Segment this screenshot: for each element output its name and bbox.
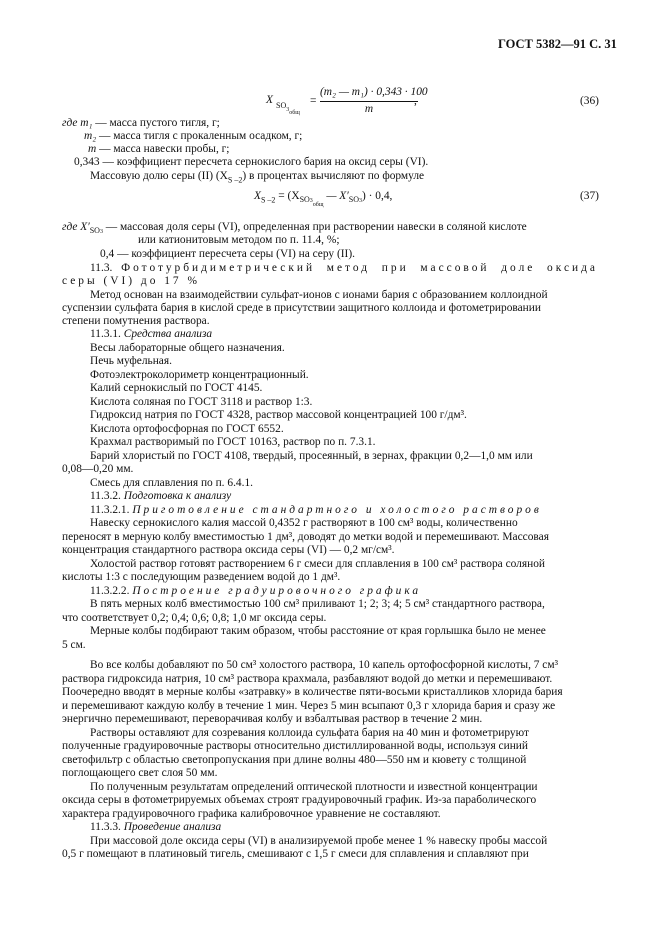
s11322-p4-l3: светофильтр с областью светопропускания при длине волны 480—550 нм и кювету с толщиной <box>62 754 527 766</box>
section-11-3-2-1-heading: 11.3.2.1. Приготовление стандартного и холостого растворов <box>90 504 542 516</box>
eq36-fraction <box>320 86 428 116</box>
s1133-p1-l1: При массовой доле оксида серы (VI) в анализируемой пробе менее 1 % навеску пробы массой <box>90 835 548 847</box>
equipment-item-7: Кислота ортофосфорная по ГОСТ 6552. <box>90 423 284 435</box>
s11321-p1-l2: переносят в мерную колбу вместимостью 1 дм³, доводят до метки водой и перемешивают. Массовая <box>62 531 549 543</box>
s11321-p1-l1: Навеску сернокислого калия массой 0,4352 г растворяют в 100 см³ воды, количественно <box>90 517 518 529</box>
where1-row-4: 0,343 — коэффициент пересчета сернокислого бария на оксид серы (VI). <box>74 156 429 168</box>
eq36-numerator: (m₂ — m₁) · 0,343 · 100 <box>320 86 428 98</box>
equipment-item-6: Гидроксид натрия по ГОСТ 4328, раствор массовой концентрацией 100 г/дм³. <box>90 409 467 421</box>
where2-row-3: 0,4 — коэффициент пересчета серы (VI) на серу (II). <box>100 248 355 260</box>
s11322-p5-l1: По полученным результатам определений оптической плотности и известной концентрации <box>90 781 538 793</box>
page-header: ГОСТ 5382—91 С. 31 <box>498 37 617 51</box>
section-11-3-p3: степени помутнения раствора. <box>62 315 210 327</box>
s11322-p1-l1: В пять мерных колб вместимостью 100 см³ приливают 1; 2; 3; 4; 5 см³ стандартного раствора, <box>90 598 545 610</box>
section-11-3-1-heading: 11.3.1. Средства анализа <box>90 328 213 340</box>
s11322-p5-l2: оксида серы в фотометрируемых объемах строят градуировочный график. Из-за параболического <box>62 794 537 806</box>
s11322-p3-l5: энергично перемешивают, переворачивая колбу и взбалтывая раствор в течение 2 мин. <box>62 713 483 725</box>
s11322-p4-l4: поглощающего свет слоя 50 мм. <box>62 767 218 779</box>
equipment-item-5: Кислота соляная по ГОСТ 3118 и раствор 1:3. <box>90 396 313 408</box>
section-11-3-2-heading: 11.3.2. Подготовка к анализу <box>90 490 232 502</box>
s11321-p1-l3: концентрация стандартного раствора оксида серы (VI) — 0,2 мг/см³. <box>62 544 395 556</box>
equipment-item-2: Печь муфельная. <box>90 355 172 367</box>
equation-37: $X_{S -2} = (X_{SO3_{общ}}$ — $X'_{SO3}) \cdot 0,4$, <box>254 190 393 209</box>
equipment-item-1: Весы лабораторные общего назначения. <box>90 342 285 354</box>
equipment-item-4: Калий сернокислый по ГОСТ 4145. <box>90 382 263 394</box>
s11322-p4-l2: полученные градуировочные растворы относительно дистиллированной воды, используя синий <box>62 740 528 752</box>
where2-row-2: или катионитовым методом по п. 11.4, %; <box>138 234 340 246</box>
s11322-p2-l2: 5 см. <box>62 639 86 651</box>
s11322-p5-l3: характера градуировочного графика калибровочное уравнение не составляют. <box>62 808 441 820</box>
equipment-item-3: Фотоэлектроколориметр концентрационный. <box>90 369 309 381</box>
s11322-p3-l2: раствора гидроксида натрия, 10 см³ раствора крахмала, разбавляют водой до метки и перемешивают. <box>62 673 553 685</box>
equation-36: X $SO_{3общ}$ = (m₂ — m₁) · 0,343 · 100 m , <box>266 86 428 116</box>
where1-row-3: m — масса навески пробы, г; <box>88 143 230 155</box>
where2-row-1: где $X'_{SO3}$ — массовая доля серы (VI), определенная при растворении навески в соляной кислоте <box>62 221 527 236</box>
s11322-p3-l3: Поочередно вводят в мерные колбы «затравку» в количестве пяти-восьми кристалликов хлорида бария <box>62 686 563 698</box>
s11321-p2-l2: кислоты 1:3 с последующим разведением водой до 1 дм³. <box>62 571 341 583</box>
eq37-number: (37) <box>580 190 599 202</box>
eq36-denominator: m <box>364 102 374 115</box>
section-11-3-title-cont: серы (VI) до 17 % <box>62 275 200 287</box>
s11322-p1-l2: что соответствует 0,2; 0,4; 0,6; 0,8; 1,0 мг оксида серы. <box>62 612 327 624</box>
equipment-item-9-cont: 0,08—0,20 мм. <box>62 463 134 475</box>
eq36-number: (36) <box>580 95 599 107</box>
equipment-item-8: Крахмал растворимый по ГОСТ 10163, раствор по п. 7.3.1. <box>90 436 376 448</box>
section-11-3-3-heading: 11.3.3. Проведение анализа <box>90 821 222 833</box>
section-11-3-title: 11.3. Фототурбидиметрический метод при массовой доле оксида <box>90 262 598 274</box>
s11322-p4-l1: Растворы оставляют для созревания коллоида сульфата бария на 40 мин и фотометрируют <box>90 727 529 739</box>
s11322-p3-l1: Во все колбы добавляют по 50 см³ холостого раствора, 10 капель ортофосфорной кислоты, 7 см³ <box>90 659 558 671</box>
eq36-lhs: X <box>266 94 273 106</box>
where1-row-1: где m₁ — масса пустого тигля, г; <box>62 117 220 129</box>
section-11-3-p1: Метод основан на взаимодействии сульфат-ионов с ионами бария с образованием коллоидной <box>90 289 548 301</box>
section-11-3-2-2-heading: 11.3.2.2. Построение градуировочного графика <box>90 585 422 597</box>
eq36-lhs-sub: $SO_{3общ}$ <box>276 101 300 116</box>
mass-s2-line: Массовую долю серы (II) $(X_{S -2})$ в процентах вычисляют по формуле <box>90 170 425 185</box>
s11321-p2-l1: Холостой раствор готовят растворением 6 г смеси для сплавления в 100 см³ раствора соляной <box>90 558 545 570</box>
s11322-p2-l1: Мерные колбы подбирают таким образом, чтобы расстояние от края горлышка было не менее <box>90 625 546 637</box>
section-11-3-p2: суспензии сульфата бария в кислой среде в присутствии защитного коллоида и фотометрировании <box>62 302 541 314</box>
equipment-item-9: Барий хлористый по ГОСТ 4108, твердый, просеянный, в зернах, фракции 0,2—1,0 мм или <box>90 450 533 462</box>
equipment-item-10: Смесь для сплавления по п. 6.4.1. <box>90 477 254 489</box>
s11322-p3-l4: и перемешивают каждую колбу в течение 1 мин. Через 5 мин всыпают 0,3 г хлорида бария и сразу же <box>62 700 556 712</box>
where1-row-2: m₂ — масса тигля с прокаленным осадком, г; <box>84 130 303 142</box>
s1133-p1-l2: 0,5 г помещают в платиновый тигель, смешивают с 1,5 г смеси для сплавления и сплавляют при <box>62 848 529 860</box>
